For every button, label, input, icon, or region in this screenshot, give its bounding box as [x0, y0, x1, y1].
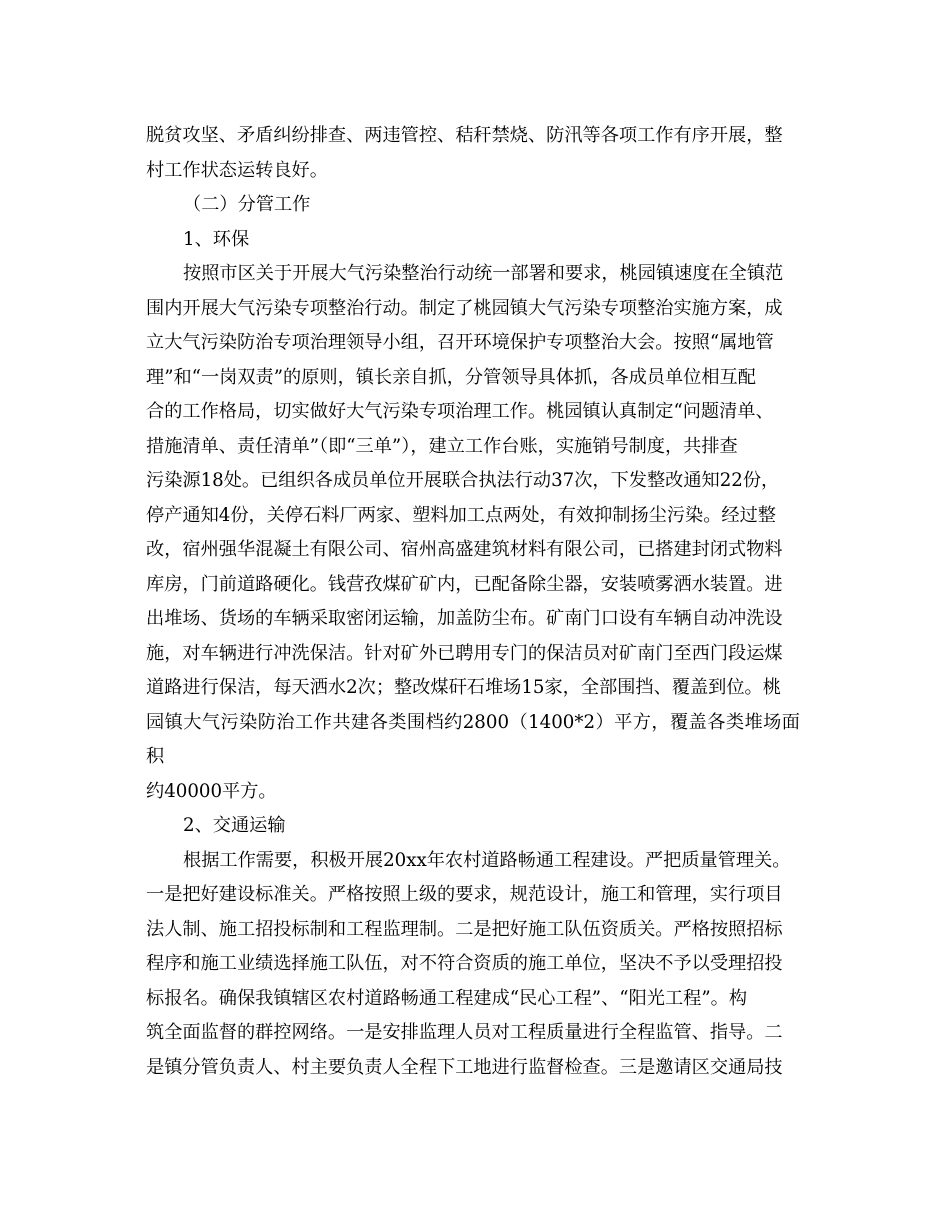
subheading-transport: 2、交通运输	[183, 815, 286, 836]
section-heading-supervised-work: （二）分管工作	[183, 194, 311, 215]
subheading-environment: 1、环保	[183, 228, 250, 250]
paragraph-transport: 根据工作需要，积极开展20xx年农村道路畅通工程建设。严把质量管理关。 一是把好建设标准关。严格按照上级的要求，规范设计，施工和管理，实行项目 法人制、施工招投标制和工程监理制。二是把好施工队伍资质关。严格按照招标 程序和施工业绩选择施工队伍，对不符合资质的施工单位，坚决不予以受理招投 标报名。确保我镇辖区农村道路畅通工程建成“民心工程”、“阳光工程”。构 筑全面监督的群控网络。一是安排监理人员对工程质量进行全程监管、指导。二 是镇分管负责人、村主要负责人全程下工地进行监督检查。三是邀请区交通局技	[146, 849, 791, 1078]
paragraph-continuation: 脱贫攻坚、矛盾纠纷排查、两违管控、秸秆禁烧、防汛等各项工作有序开展，整 村工作状态运转良好。	[146, 125, 783, 181]
paragraph-environment: 按照市区关于开展大气污染整治行动统一部署和要求，桃园镇速度在全镇范 围内开展大气污染专项整治行动。制定了桃园镇大气污染专项整治实施方案，成 立大气污染防治专项治理领导小组，召开环境保护专项整治大会。按照“属地管 理”和“一岗双责”的原则，镇长亲自抓，分管领导具体抓，各成员单位相互配 合的工作格局，切实做好大气污染专项治理工作。桃园镇认真制定“问题清单、 措施清单、责任清单”（即“三单”），建立工作台账，实施销号制度，共排查 污染源18处。已组织各成员单位开展联合执法行动37次，下发整改通知22份， 停产通知4份，关停石料厂两家、塑料加工点两处，有效抑制扬尘污染。经过整 改，宿州强华混凝土有限公司、宿州高盛建筑材料有限公司，已搭建封闭式物料 库房，门前道路硬化。钱营孜煤矿矿内，已配备除尘器，安装喷雾洒水装置。进 出堆场、货场的车辆采取密闭运输，加盖防尘布。矿南门口设有车辆自动冲洗设 施，对车辆进行冲洗保洁。针对矿外已聘用专门的保洁员对矿南门至西门段运煤 道路进行保洁，每天洒水2次；整改煤矸石堆场15家，全部围挡、覆盖到位。桃 园镇大气污染防治工作共建各类围档约2800（1400*2）平方，覆盖各类堆场面积 约40000平方。	[146, 263, 800, 802]
